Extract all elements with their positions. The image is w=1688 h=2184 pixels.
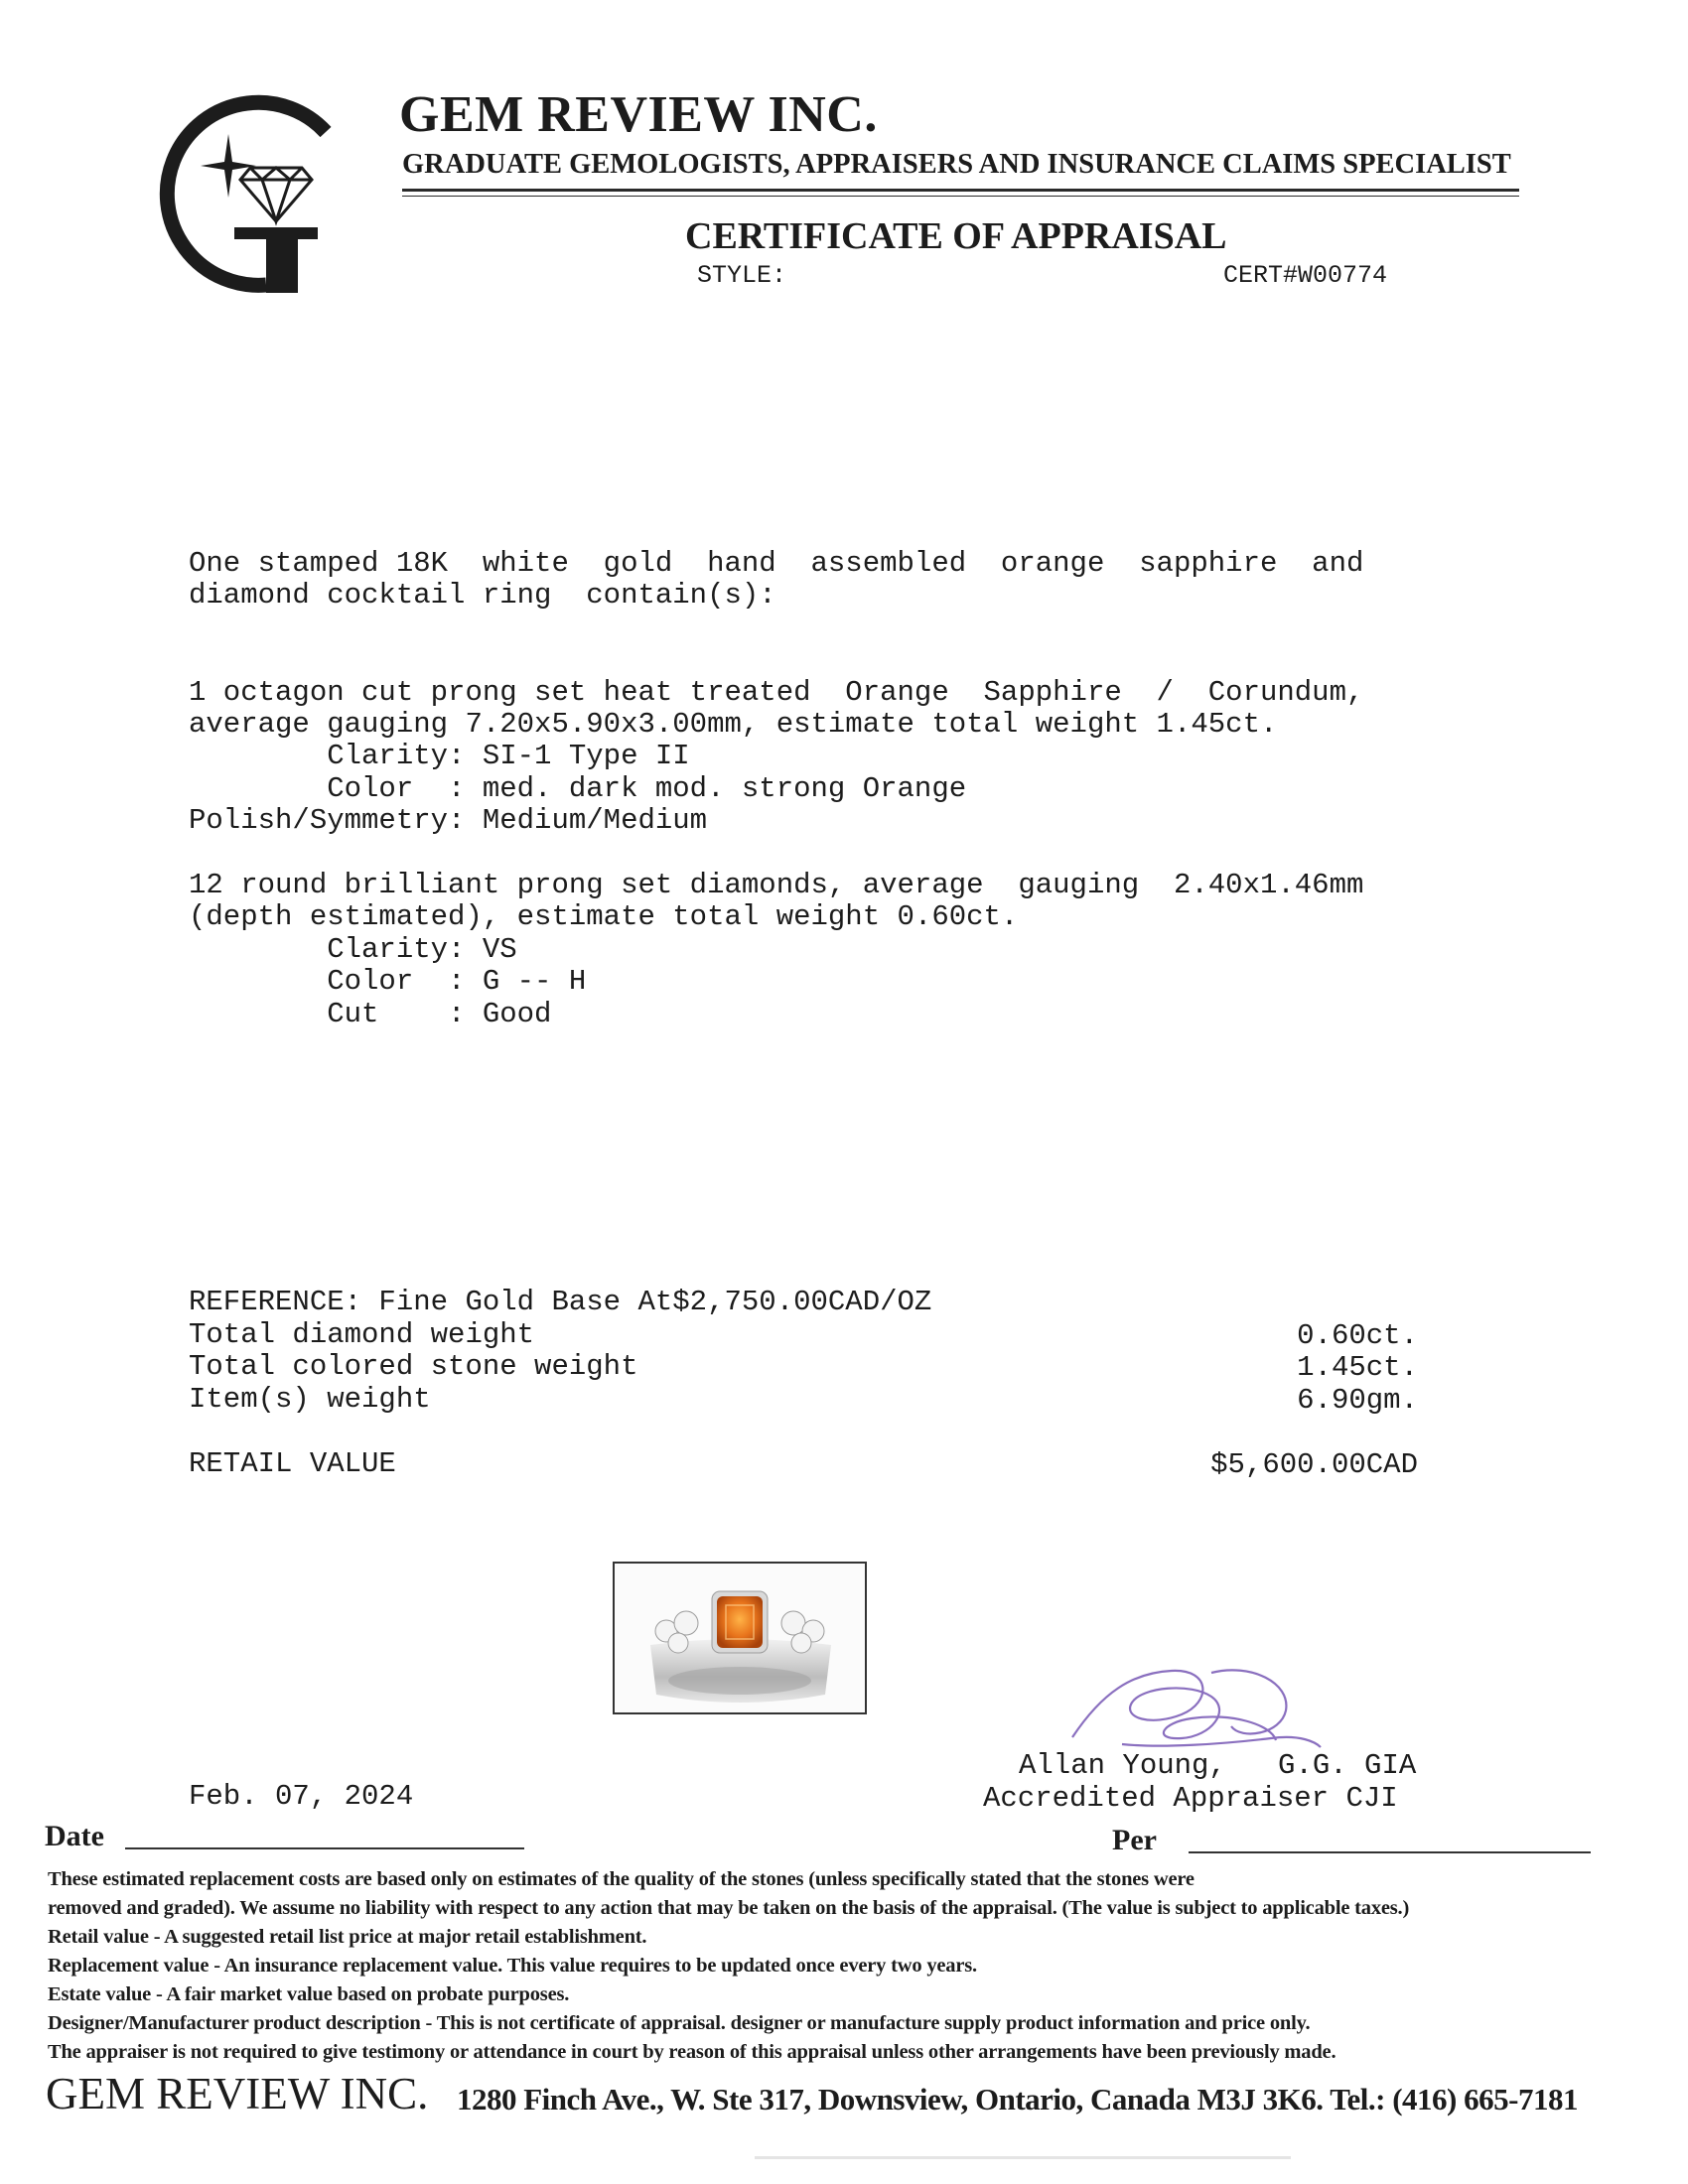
disclaimer-retail-value: Retail value - A suggested retail list price at major retail establishment. [48, 1926, 647, 1948]
date-label: Date [45, 1820, 104, 1852]
ring-photo [613, 1562, 867, 1714]
company-tagline: GRADUATE GEMOLOGISTS, APPRAISERS AND INSURANCE CLAIMS SPECIALIST [402, 149, 1511, 180]
item-description-line: diamond cocktail ring contain(s): [189, 579, 776, 612]
ring-illustration [615, 1564, 865, 1712]
summary-value: 0.60ct. [1297, 1319, 1418, 1352]
summary-value: 6.90gm. [1297, 1384, 1418, 1417]
certificate-title: CERTIFICATE OF APPRAISAL [685, 215, 1227, 257]
summary-value: 1.45ct. [1297, 1351, 1418, 1384]
scan-artifact [755, 2156, 1291, 2159]
gold-reference: REFERENCE: Fine Gold Base At$2,750.00CAD/OZ [189, 1286, 932, 1318]
disclaimer-replacement-value: Replacement value - An insurance replacement value. This value requires to be updated once every two years. [48, 1955, 977, 1977]
diamonds-clarity: Clarity: VS [189, 933, 517, 966]
company-name: GEM REVIEW INC. [399, 86, 878, 143]
date-signature-line [125, 1847, 524, 1849]
sapphire-line: average gauging 7.20x5.90x3.00mm, estimate total weight 1.45ct. [189, 708, 1278, 741]
disclaimer-line: removed and graded). We assume no liability with respect to any action that may be taken on the basis of the appraisal. (The value is subject to applicable taxes.) [48, 1897, 1410, 1919]
per-label: Per [1112, 1824, 1157, 1856]
header-rule [402, 189, 1519, 192]
disclaimer-estate-value: Estate value - A fair market value based on probate purposes. [48, 1983, 570, 2005]
summary-label: Total colored stone weight [189, 1350, 638, 1383]
appraiser-name: Allan Young, G.G. GIA [1019, 1749, 1417, 1782]
diamonds-line: (depth estimated), estimate total weight 0.60ct. [189, 900, 1019, 933]
style-label: STYLE: [697, 261, 787, 290]
appraiser-title: Accredited Appraiser CJI [983, 1782, 1398, 1815]
summary-label: Item(s) weight [189, 1383, 431, 1416]
sapphire-clarity: Clarity: SI-1 Type II [189, 740, 690, 772]
disclaimer-designer: Designer/Manufacturer product description - This is not certificate of appraisal. designer or manufacture supply product information and price only. [48, 2012, 1311, 2034]
diamonds-color: Color : G -- H [189, 965, 587, 998]
certificate-number: CERT#W00774 [1223, 261, 1388, 290]
diamonds-line: 12 round brilliant prong set diamonds, average gauging 2.40x1.46mm [189, 869, 1364, 901]
disclaimer-testimony: The appraiser is not required to give testimony or attendance in court by reason of this appraisal unless other arrangements have been previously made. [48, 2041, 1336, 2063]
appraiser-signature [1062, 1653, 1331, 1752]
item-description-line: One stamped 18K white gold hand assembled orange sapphire and [189, 547, 1364, 580]
retail-value-label: RETAIL VALUE [189, 1447, 396, 1480]
sapphire-polish: Polish/Symmetry: Medium/Medium [189, 804, 708, 837]
issue-date: Feb. 07, 2024 [189, 1780, 414, 1813]
header-rule-thin [402, 196, 1519, 197]
disclaimer-line: These estimated replacement costs are based only on estimates of the quality of the stones (unless specifically stated that the stones were [48, 1868, 1195, 1890]
footer-company-name: GEM REVIEW INC. [46, 2069, 429, 2118]
footer-address: 1280 Finch Ave., W. Ste 317, Downsview, Ontario, Canada M3J 3K6. Tel.: (416) 665-7181 [457, 2082, 1578, 2116]
retail-value-amount: $5,600.00CAD [1210, 1448, 1418, 1481]
per-signature-line [1189, 1851, 1591, 1853]
sapphire-line: 1 octagon cut prong set heat treated Orange Sapphire / Corundum, [189, 676, 1364, 709]
sapphire-color: Color : med. dark mod. strong Orange [189, 772, 967, 805]
company-logo [149, 94, 338, 293]
diamonds-cut: Cut : Good [189, 998, 552, 1030]
summary-label: Total diamond weight [189, 1318, 535, 1351]
